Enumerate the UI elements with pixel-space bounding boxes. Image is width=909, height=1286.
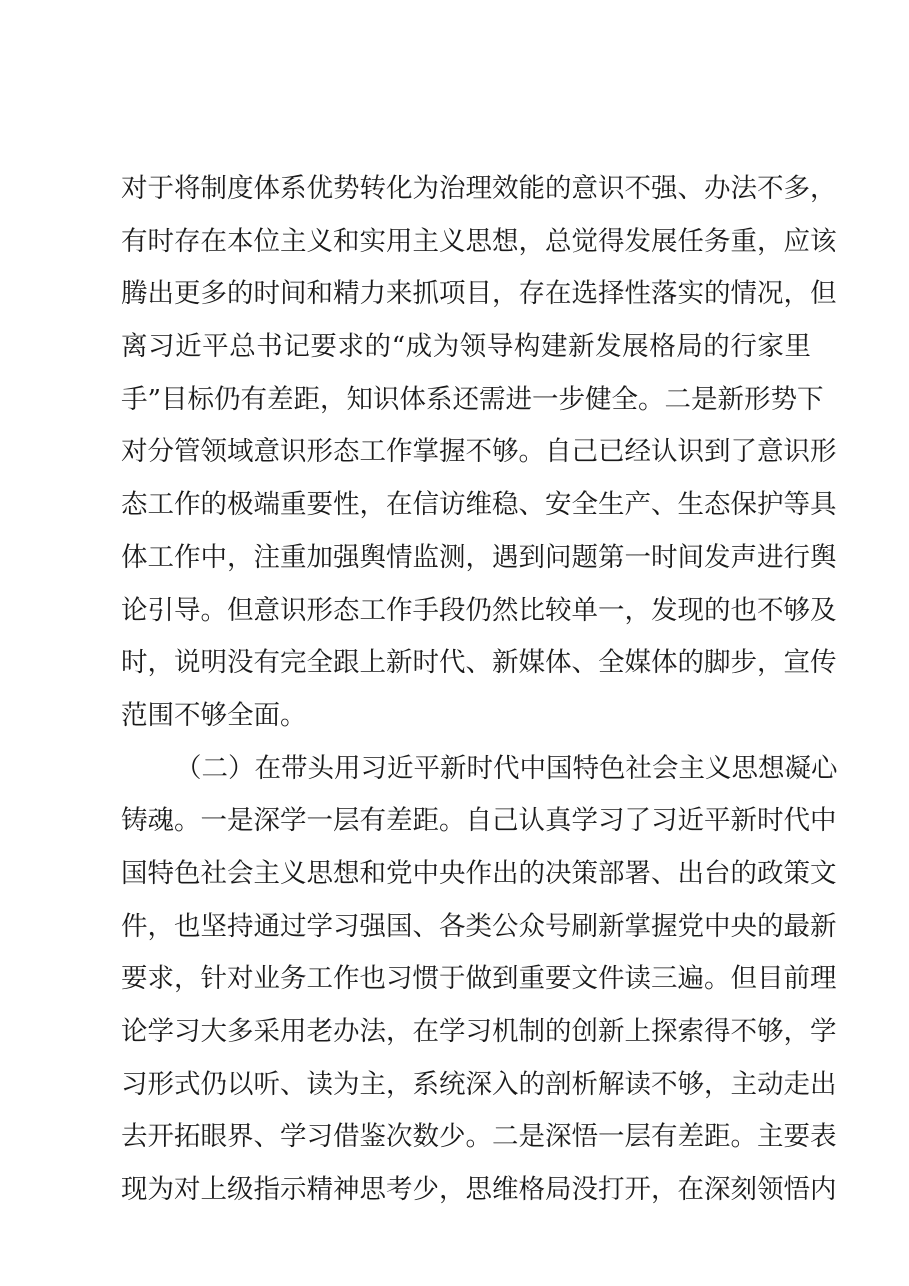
text-line: 离习近平总书记要求的“成为领导构建新发展格局的行家里 [121,331,811,363]
text-line: 时，说明没有完全跟上新时代、新媒体、全媒体的脚步，宣传 [121,647,837,679]
text-line: 论学习大多采用老办法，在学习机制的创新上探索得不够，学 [121,1016,837,1047]
text-line: 论引导。但意识形态工作手段仍然比较单一，发现的也不够及 [121,594,837,626]
body-text [121,163,838,1217]
text-line: 国特色社会主义思想和党中央作出的决策部署、出台的政策文 [121,857,837,889]
text-line: 习形式仍以听、读为主，系统深入的剖析解读不够，主动走出 [121,1068,837,1100]
text-line: 腾出更多的时间和精力来抓项目，存在选择性落实的情况，但 [121,278,837,310]
text-line: 去开拓眼界、学习借鉴次数少。二是深悟一层有差距。主要表 [121,1121,837,1153]
text-line: 对于将制度体系优势转化为治理效能的意识不强、办法不多， [121,173,837,204]
paragraph-last-line: 范围不够全面。 [121,699,307,731]
text-line: 手”目标仍有差距，知识体系还需进一步健全。二是新形势下 [121,383,824,415]
text-line: 对分管领域意识形态工作掌握不够。自己已经认识到了意识形 [121,436,837,468]
text-line: 态工作的极端重要性，在信访维稳、安全生产、生态保护等具 [121,489,837,521]
text-line: 要求，针对业务工作也习惯于做到重要文件读三遍。但目前理 [121,963,837,995]
section-heading-line: （二）在带头用习近平新时代中国特色社会主义思想凝心 [175,752,838,784]
text-line: 件，也坚持通过学习强国、各类公众号刷新掌握党中央的最新 [121,910,837,942]
text-line: 现为对上级指示精神思考少，思维格局没打开，在深刻领悟内 [121,1174,837,1206]
text-line: 铸魂。一是深学一层有差距。自己认真学习了习近平新时代中 [121,805,837,837]
text-line: 体工作中，注重加强舆情监测，遇到问题第一时间发声进行舆 [121,541,837,573]
text-line: 有时存在本位主义和实用主义思想，总觉得发展任务重，应该 [121,225,837,257]
